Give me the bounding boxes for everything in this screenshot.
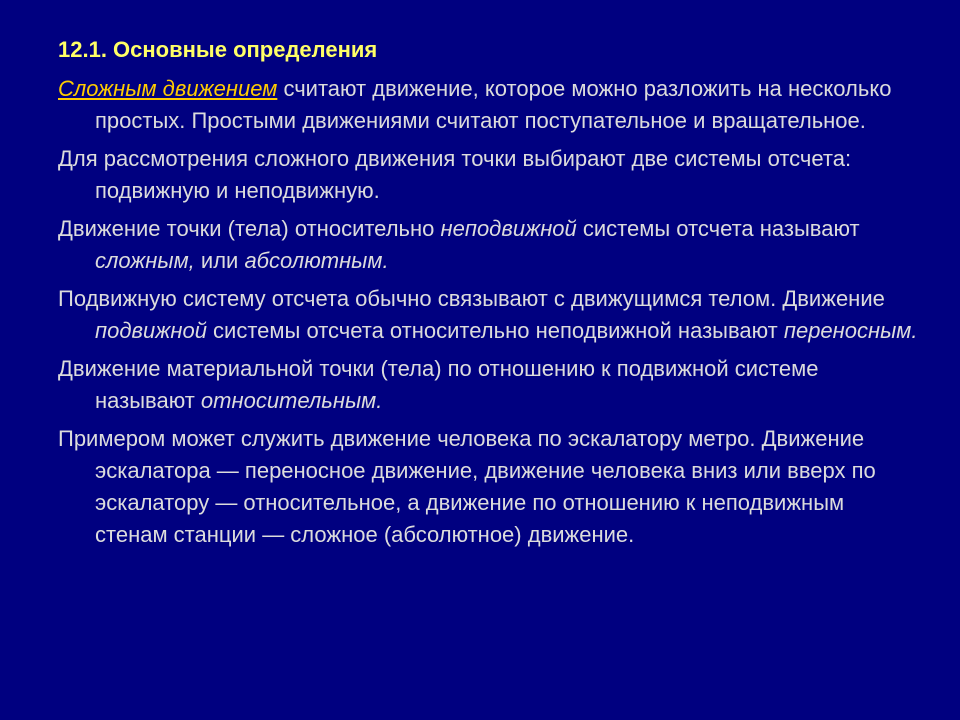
paragraph-relative-motion [58, 353, 920, 417]
paragraph-text: Движение материальной точки (тела) по отношению к подвижной системе называют [58, 356, 819, 413]
paragraph-text: системы отсчета называют [576, 216, 860, 241]
paragraph-text: считают движение, которое можно разложить на несколько простых. Простыми движениями считают поступательное и вращательное. [95, 76, 892, 133]
paragraph-escalator-example [58, 423, 920, 551]
paragraph-text: или [194, 248, 245, 273]
paragraph-complex-motion [58, 73, 920, 137]
paragraph-text: Примером может служить движение человека по эскалатору метро. Движение эскалатора — переносное движение, движение человека вниз или вверх по эскалатору — относительное, а движение по отношению к неподвижным стенам станции — сложное (абсолютное) движение. [58, 426, 876, 547]
slide-title: 12.1. Основные определения [58, 37, 378, 62]
paragraph-text: Для рассмотрения сложного движения точки выбирают две системы отсчета: подвижную и неподвижную. [58, 146, 852, 203]
emphasis-fixed: неподвижной [440, 216, 577, 241]
paragraph-reference-systems [58, 143, 920, 207]
term-complex-motion: Сложным движением [58, 76, 278, 101]
paragraph-text: системы отсчета относительно неподвижной называют [206, 318, 784, 343]
emphasis-absolute: абсолютным. [244, 248, 389, 273]
emphasis-relative: относительным. [200, 388, 383, 413]
paragraph-text: Подвижную систему отсчета обычно связывают с движущимся телом. Движение [58, 286, 885, 311]
emphasis-moving: подвижной [95, 318, 207, 343]
emphasis-complex: сложным, [95, 248, 195, 273]
paragraph-text: Движение точки (тела) относительно [58, 216, 441, 241]
paragraph-transport-motion [58, 283, 920, 347]
emphasis-transport: переносным. [783, 318, 918, 343]
paragraph-absolute-motion [58, 213, 920, 277]
